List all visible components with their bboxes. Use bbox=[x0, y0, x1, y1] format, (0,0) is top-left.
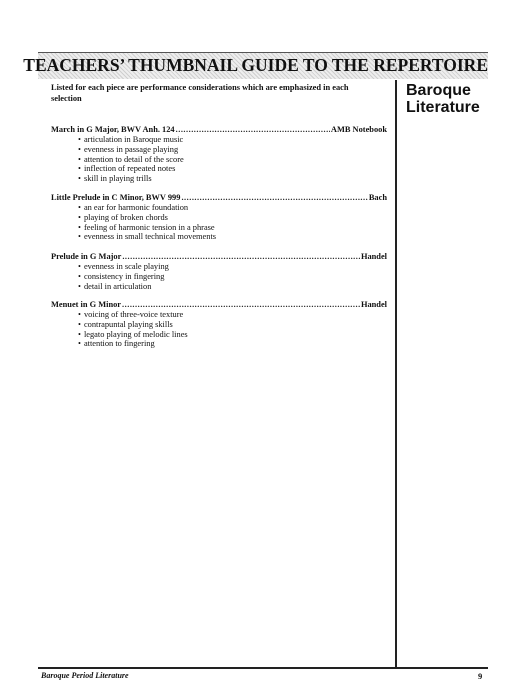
list-item: • an ear for harmonic foundation bbox=[78, 203, 387, 213]
list-item: • consistency in fingering bbox=[78, 272, 387, 282]
entry-title: Prelude in G Major bbox=[51, 252, 122, 261]
footer-section-title: Baroque Period Literature bbox=[41, 671, 129, 680]
dot-leader bbox=[122, 299, 360, 310]
dot-leader bbox=[176, 124, 330, 135]
list-item: • detail in articulation bbox=[78, 282, 387, 292]
list-item: • voicing of three-voice texture bbox=[78, 310, 387, 320]
entry-source: AMB Notebook bbox=[330, 125, 387, 134]
list-item: • evenness in scale playing bbox=[78, 262, 387, 272]
vertical-divider bbox=[395, 80, 397, 667]
intro-text: Listed for each piece are performance considerations which are emphasized in each selection bbox=[51, 83, 349, 103]
list-item: • contrapuntal playing skills bbox=[78, 320, 387, 330]
dot-leader bbox=[181, 192, 367, 203]
entry-source: Bach bbox=[368, 193, 387, 202]
entry-title: Little Prelude in C Minor, BWV 999 bbox=[51, 193, 181, 202]
entry-title: March in G Major, BWV Anh. 124 bbox=[51, 125, 175, 134]
entry-heading bbox=[51, 251, 387, 262]
entry-heading bbox=[51, 124, 387, 135]
considerations-list bbox=[51, 262, 387, 291]
list-item: • legato playing of melodic lines bbox=[78, 330, 387, 340]
entry-source: Handel bbox=[360, 252, 387, 261]
list-item: • playing of broken chords bbox=[78, 213, 387, 223]
footer-rule bbox=[38, 667, 488, 669]
page-title: TEACHERS’ THUMBNAIL GUIDE TO THE REPERTOIRE bbox=[23, 55, 488, 75]
entry-source: Handel bbox=[360, 300, 387, 309]
list-item: • inflection of repeated notes bbox=[78, 164, 387, 174]
page-number: 9 bbox=[478, 671, 483, 681]
section-sidebar-title: Baroque Literature bbox=[406, 82, 480, 116]
repertoire-entry bbox=[51, 251, 387, 291]
header-band bbox=[23, 52, 488, 79]
repertoire-entry bbox=[51, 192, 387, 242]
list-item: • attention to detail of the score bbox=[78, 155, 387, 165]
list-item: • feeling of harmonic tension in a phrase bbox=[78, 223, 387, 233]
list-item: • skill in playing trills bbox=[78, 174, 387, 184]
repertoire-entry bbox=[51, 124, 387, 184]
considerations-list bbox=[51, 203, 387, 242]
repertoire-entry bbox=[51, 299, 387, 349]
list-item: • articulation in Baroque music bbox=[78, 135, 387, 145]
entry-heading bbox=[51, 299, 387, 310]
dot-leader bbox=[122, 251, 360, 262]
list-item: • evenness in passage playing bbox=[78, 145, 387, 155]
considerations-list bbox=[51, 135, 387, 184]
considerations-list bbox=[51, 310, 387, 349]
entry-title: Menuet in G Minor bbox=[51, 300, 122, 309]
list-item: • evenness in small technical movements bbox=[78, 232, 387, 242]
list-item: • attention to fingering bbox=[78, 339, 387, 349]
entry-heading bbox=[51, 192, 387, 203]
